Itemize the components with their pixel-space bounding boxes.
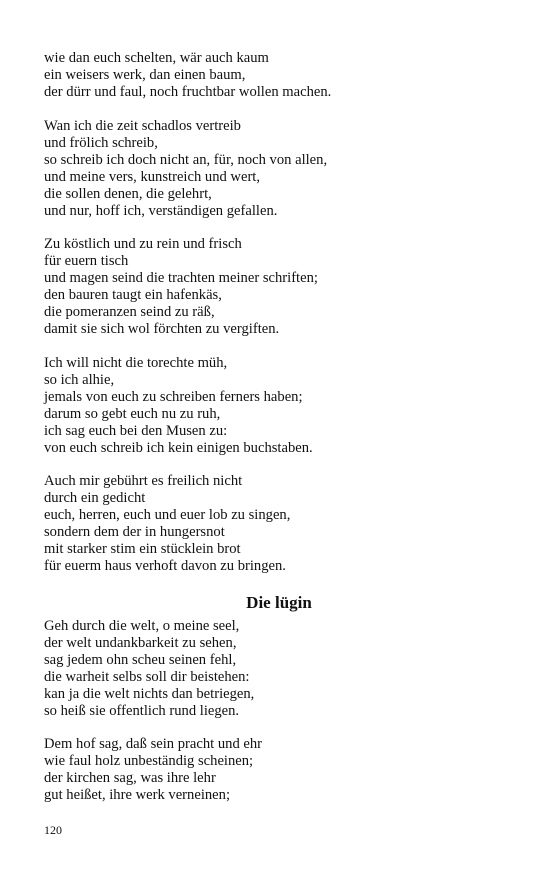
poem-line: ich sag euch bei den Musen zu:	[44, 422, 228, 439]
poem-line: ein weisers werk, dan einen baum,	[44, 67, 246, 83]
page-body	[44, 50, 514, 821]
stanza	[44, 618, 514, 720]
poem-line: Auch mir gebührt es freilich nicht	[44, 473, 243, 489]
page-number: 120	[44, 823, 62, 837]
poem-line: und magen seind die trachten meiner schriften;	[44, 270, 318, 286]
stanza	[44, 736, 514, 804]
stanza	[44, 236, 514, 338]
poem-line: Ich will nicht die torechte müh,	[44, 354, 228, 371]
poem-line: damit sie sich wol förchten zu vergiften.	[44, 321, 280, 337]
poem-die-luegin	[44, 618, 514, 805]
poem-line: mit starker stim ein stücklein brot	[44, 541, 241, 557]
poem-line: die sollen denen, die gelehrt,	[44, 185, 212, 202]
poem-line: und meine vers, kunstreich und wert,	[44, 168, 261, 185]
poem-line: von euch schreib ich kein einigen buchstaben.	[44, 439, 313, 456]
poem-line: Wan ich die zeit schadlos vertreib	[44, 117, 241, 134]
poem-line: euch, herren, euch und euer lob zu singen,	[44, 507, 291, 523]
poem-line: darum so gebt euch nu zu ruh,	[44, 405, 221, 422]
poem-line: durch ein gedicht	[44, 490, 146, 506]
poem-line: so schreib ich doch nicht an, für, noch von allen,	[44, 151, 328, 168]
poem-line: die warheit selbs soll dir beistehen:	[44, 668, 250, 685]
poem-line: die pomeranzen seind zu räß,	[44, 304, 215, 320]
poem-line: Zu köstlich und zu rein und frisch	[44, 236, 242, 252]
stanza	[44, 355, 514, 457]
poem-line: der kirchen sag, was ihre lehr	[44, 770, 216, 786]
poem-continuation	[44, 50, 514, 575]
stanza	[44, 118, 514, 220]
poem-line: kan ja die welt nichts dan betriegen,	[44, 685, 255, 702]
poem-line: gut heißet, ihre werk verneinen;	[44, 787, 230, 803]
poem-line: sag jedem ohn scheu seinen fehl,	[44, 651, 237, 668]
poem-line: der welt undankbarkeit zu sehen,	[44, 634, 237, 651]
poem-line: Geh durch die welt, o meine seel,	[44, 617, 240, 634]
poem-line: und frölich schreib,	[44, 134, 158, 151]
stanza	[44, 50, 514, 101]
poem-line: und nur, hoff ich, verständigen gefallen.	[44, 202, 278, 219]
poem-line: für euern tisch	[44, 253, 129, 269]
poem-title: Die lügin	[246, 592, 312, 612]
poem-line: so ich alhie,	[44, 371, 115, 388]
poem-line: wie faul holz unbeständig scheinen;	[44, 753, 254, 769]
poem-line: jemals von euch zu schreiben ferners haben;	[44, 388, 303, 405]
poem-line: den bauren taugt ein hafenkäs,	[44, 287, 222, 303]
stanza	[44, 473, 514, 575]
poem-line: der dürr und faul, noch fruchtbar wollen machen.	[44, 84, 332, 100]
poem-line: für euerm haus verhoft davon zu bringen.	[44, 558, 286, 574]
poem-line: sondern dem der in hungersnot	[44, 524, 225, 540]
poem-line: Dem hof sag, daß sein pracht und ehr	[44, 736, 263, 752]
poem-line: so heiß sie offentlich rund liegen.	[44, 702, 240, 719]
poem-line: wie dan euch schelten, wär auch kaum	[44, 50, 269, 66]
